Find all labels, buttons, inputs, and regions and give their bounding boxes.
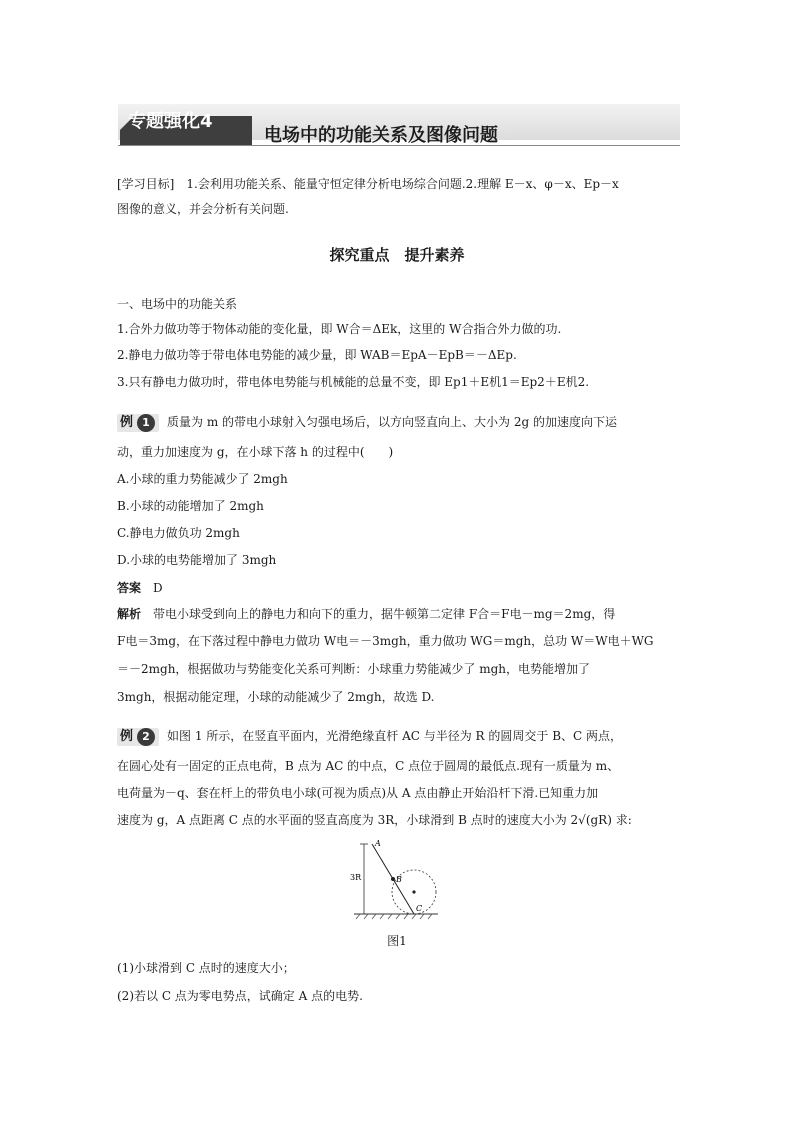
example2-stem-line-1 <box>117 726 622 747</box>
example1-answer <box>117 580 163 596</box>
example2-stem-text: 如图 1 所示，在竖直平面内，光滑绝缘直杆 AC 与半径为 R 的圆周交于 B、C 两点， <box>167 729 623 743</box>
example1-analysis-line-3: ＝－2mgh，根据做功与势能变化关系可判断：小球重力势能减少了 mgh，电势能增加了 <box>117 662 591 676</box>
example1-analysis-line-1 <box>117 606 615 622</box>
part1-heading: 一、电场中的功能关系 <box>117 297 238 311</box>
example2-badge <box>117 727 161 747</box>
figure-1-caption: 图1 <box>387 934 407 948</box>
example1-analysis-line-2: F电＝3mg，在下落过程中静电力做功 W电＝－3mgh，重力做功 WG＝mgh，总功 W＝W电＋WG <box>117 634 654 648</box>
point-a-label: A <box>375 839 381 848</box>
point-c-label: C <box>416 904 423 913</box>
answer-label: 答案 <box>117 581 142 595</box>
example2-stem-line-2: 在圆心处有一固定的正点电荷，B 点为 AC 的中点，C 点位于圆周的最低点.现有一质量为 m、 <box>117 759 620 773</box>
section-heading: 探究重点 提升素养 <box>329 246 465 264</box>
example1-stem-line-2: 动，重力加速度为 g，在小球下落 h 的过程中( ) <box>117 445 394 459</box>
example2-number: 2 <box>137 728 155 746</box>
example1-analysis-line-4: 3mgh，根据动能定理，小球的动能减少了 2mgh，故选 D. <box>117 690 435 704</box>
point-charge <box>412 890 415 893</box>
part1-item-3: 3.只有静电力做功时，带电体电势能与机械能的总量不变，即 Ep1＋E机1＝Ep2＋E机2. <box>117 375 590 389</box>
example2-question-2: (2)若以 C 点为零电势点，试确定 A 点的电势. <box>117 989 363 1003</box>
example2-label: 例 <box>120 728 134 744</box>
example1-stem-text: 质量为 m 的带电小球射入匀强电场后，以方向竖直向上、大小为 2g 的加速度向下运 <box>167 415 617 429</box>
example1-option-d: D.小球的电势能增加了 3mgh <box>117 553 277 567</box>
topic-title: 电场中的功能关系及图像问题 <box>264 125 498 146</box>
part1-item-2: 2.静电力做功等于带电体电势能的减少量，即 WAB＝EpA－EpB＝－ΔEp. <box>117 348 517 362</box>
example2-stem-line-3: 电荷量为－q、套在杆上的带负电小球(可视为质点)从 A 点由静止开始沿杆下滑.已知重力加 <box>117 786 599 800</box>
analysis-text-1: 带电小球受到向上的静电力和向下的重力，据牛顿第二定律 F合＝F电－mg＝2mg，得 <box>153 607 616 621</box>
example1-option-b: B.小球的动能增加了 2mgh <box>117 499 264 513</box>
example1-stem-line-1 <box>117 412 617 433</box>
learning-objectives-line-2: 图像的意义，并会分析有关问题. <box>117 202 289 216</box>
analysis-label: 解析 <box>117 607 142 621</box>
point-b-ball <box>391 877 395 881</box>
answer-value: D <box>153 581 163 595</box>
figure-1-diagram <box>346 836 446 922</box>
learning-objectives-line-1: [学习目标] 1.会利用功能关系、能量守恒定律分析电场综合问题.2.理解 E－x、φ－x、Ep－x <box>117 177 619 191</box>
example2-question-1: (1)小球滑到 C 点时的速度大小； <box>117 961 295 975</box>
example1-badge <box>117 413 161 433</box>
example1-number: 1 <box>137 414 155 432</box>
part1-item-1: 1.合外力做功等于物体动能的变化量，即 W合＝ΔEk，这里的 W合指合外力做的功. <box>117 322 562 336</box>
example1-label: 例 <box>120 414 134 430</box>
topic-tag-text: 专题强化4 <box>128 111 213 132</box>
ground-hatch <box>356 914 432 919</box>
example2-stem-line-4: 速度为 g，A 点距离 C 点的水平面的竖直高度为 3R，小球滑到 B 点时的速度大小为 2√(gR) 求: <box>117 813 632 827</box>
topic-banner <box>118 104 680 148</box>
height-label: 3R <box>350 873 362 882</box>
point-b-label: B <box>396 875 402 884</box>
example1-option-a: A.小球的重力势能减少了 2mgh <box>117 472 288 486</box>
example1-option-c: C.静电力做负功 2mgh <box>117 526 240 540</box>
